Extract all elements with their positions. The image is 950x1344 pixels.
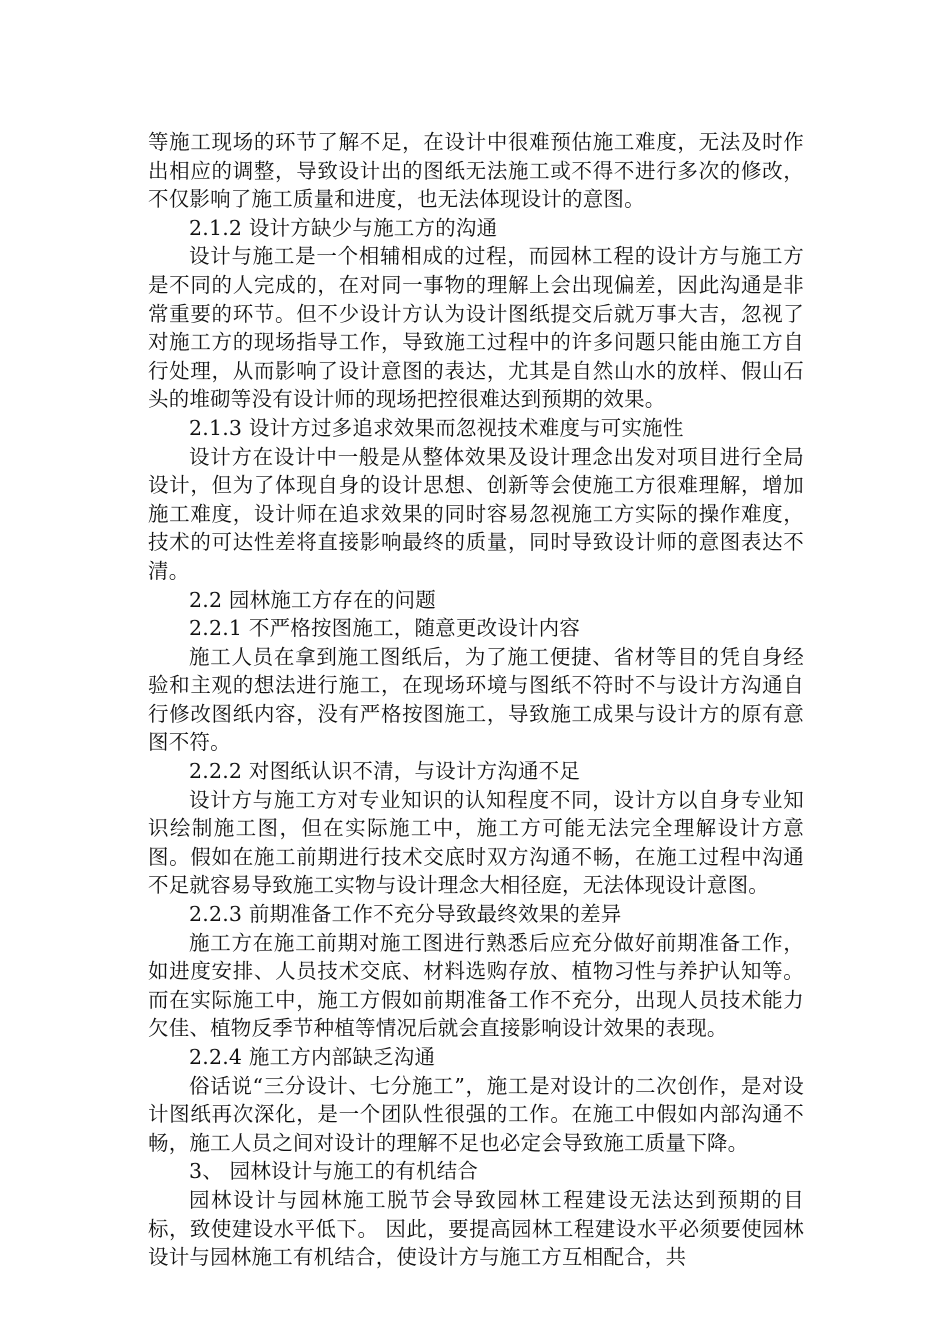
section-heading-2-1-3: 2.1.3 设计方过多追求效果而忽视技术难度与可实施性 <box>189 415 684 440</box>
paragraph: 设计与施工是一个相辅相成的过程，而园林工程的设计方与施工方是不同的人完成的，在对同一事物的理解上会出现偏差，因此沟通是非常重要的环节。但不少设计方认为设计图纸提交后就万事大吉，忽视了对施工方的现场指导工作，导致施工过程中的许多问题只能由施工方自行处理，从而影响了设计意图的表达，尤其是自然山水的放样、假山石头的堆砌等没有设计师的现场把控很难达到预期的效果。 <box>148 244 804 412</box>
section-heading-2-2: 2.2 园林施工方存在的问题 <box>189 587 436 612</box>
paragraph: 设计方在设计中一般是从整体效果及设计理念出发对项目进行全局设计，但为了体现自身的设计思想、创新等会使施工方很难理解，增加施工难度，设计师在追求效果的同时容易忽视施工方实际的操作难度，技术的可达性差将直接影响最终的质量，同时导致设计师的意图表达不清。 <box>148 444 804 583</box>
section-heading-2-2-3: 2.2.3 前期准备工作不充分导致最终效果的差异 <box>189 902 622 927</box>
section-heading-2-1-2: 2.1.2 设计方缺少与施工方的沟通 <box>189 215 498 240</box>
paragraph: 施工方在施工前期对施工图进行熟悉后应充分做好前期准备工作，如进度安排、人员技术交底、材料选购存放、植物习性与养护认知等。而在实际施工中，施工方假如前期准备工作不充分，出现人员技术能力欠佳、植物反季节种植等情况后就会直接影响设计效果的表现。 <box>148 930 804 1041</box>
paragraph: 设计方与施工方对专业知识的认知程度不同，设计方以自身专业知识绘制施工图，但在实际施工中，施工方可能无法完全理解设计方意图。假如在施工前期进行技术交底时双方沟通不畅，在施工过程中沟通不足就容易导致施工实物与设计理念大相径庭，无法体现设计意图。 <box>148 787 804 898</box>
paragraph-continuation: 等施工现场的环节了解不足，在设计中很难预估施工难度，无法及时作出相应的调整，导致设计出的图纸无法施工或不得不进行多次的修改，不仅影响了施工质量和进度，也无法体现设计的意图。 <box>148 130 804 212</box>
paragraph: 园林设计与园林施工脱节会导致园林工程建设无法达到预期的目标，致使建设水平低下。 因此，要提高园林工程建设水平必须要使园林设计与园林施工有机结合，使设计方与施工方互相配合，共 <box>148 1187 804 1270</box>
section-heading-2-2-2: 2.2.2 对图纸认识不清，与设计方沟通不足 <box>189 759 581 784</box>
paragraph: 施工人员在拿到施工图纸后，为了施工便捷、省材等目的凭自身经验和主观的想法进行施工，在现场环境与图纸不符时不与设计方沟通自行修改图纸内容，没有严格按图施工，导致施工成果与设计方的原有意图不符。 <box>148 644 804 755</box>
section-heading-3: 3、 园林设计与施工的有机结合 <box>189 1159 479 1184</box>
paragraph: 俗话说“三分设计、七分施工”，施工是对设计的二次创作，是对设计图纸再次深化，是一个团队性很强的工作。在施工中假如内部沟通不畅，施工人员之间对设计的理解不足也必定会导致施工质量下降。 <box>148 1073 804 1155</box>
section-heading-2-2-4: 2.2.4 施工方内部缺乏沟通 <box>189 1045 436 1069</box>
section-heading-2-2-1: 2.2.1 不严格按图施工，随意更改设计内容 <box>189 616 581 641</box>
document-body <box>148 128 804 1272</box>
